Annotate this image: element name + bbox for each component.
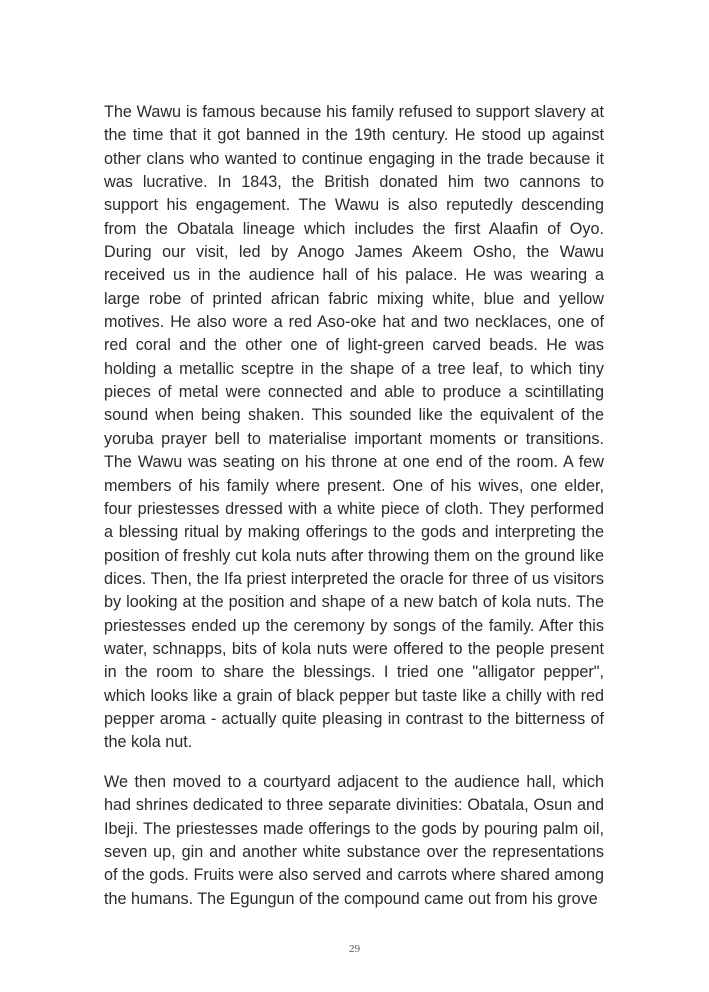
page-number: 29 <box>349 943 360 955</box>
body-paragraph-1: The Wawu is famous because his family refused to support slavery at the time that it got banned in the 19th century. He stood up against other clans who wanted to continue engaging in the trade because it was lucrative. In 1843, the British donated him two cannons to support his engagement. The Wawu is also reputedly descending from the Obatala lineage which includes the first Alaafin of Oyo. During our visit, led by Anogo James Akeem Osho, the Wawu received us in the audience hall of his palace. He was wearing a large robe of printed african fabric mixing white, blue and yellow motives. He also wore a red Aso-oke hat and two necklaces, one of red coral and the other one of light-green carved beads. He was holding a metallic sceptre in the shape of a tree leaf, to which tiny pieces of metal were connected and able to produce a scintillating sound when being shaken. This sounded like the equivalent of the yoruba prayer bell to materialise important moments or transitions. The Wawu was seating on his throne at one end of the room. A few members of his family where present. One of his wives, one elder, four priestesses dressed with a white piece of cloth. They performed a blessing ritual by making offerings to the gods and interpreting the position of freshly cut kola nuts after throwing them on the ground like dices. Then, the Ifa priest interpreted the oracle for three of us visitors by looking at the position and shape of a new batch of kola nuts. The priestesses ended up the ceremony by songs of the family. After this water, schnapps, bits of kola nuts were offered to the people present in the room to share the blessings. I tried one "alligator pepper", which looks like a grain of black pepper but taste like a chilly with red pepper aroma - actually quite pleasing in contrast to the bitterness of the kola nut. <box>104 103 604 752</box>
body-paragraph-2: We then moved to a courtyard adjacent to the audience hall, which had shrines dedicated to three separate divinities: Obatala, Osun and Ibeji. The priestesses made offerings to the gods by pouring palm oil, seven up, gin and another white substance over the representations of the gods. Fruits were also served and carrots where shared among the humans. The Egungun of the compound came out from his grove <box>104 773 604 908</box>
